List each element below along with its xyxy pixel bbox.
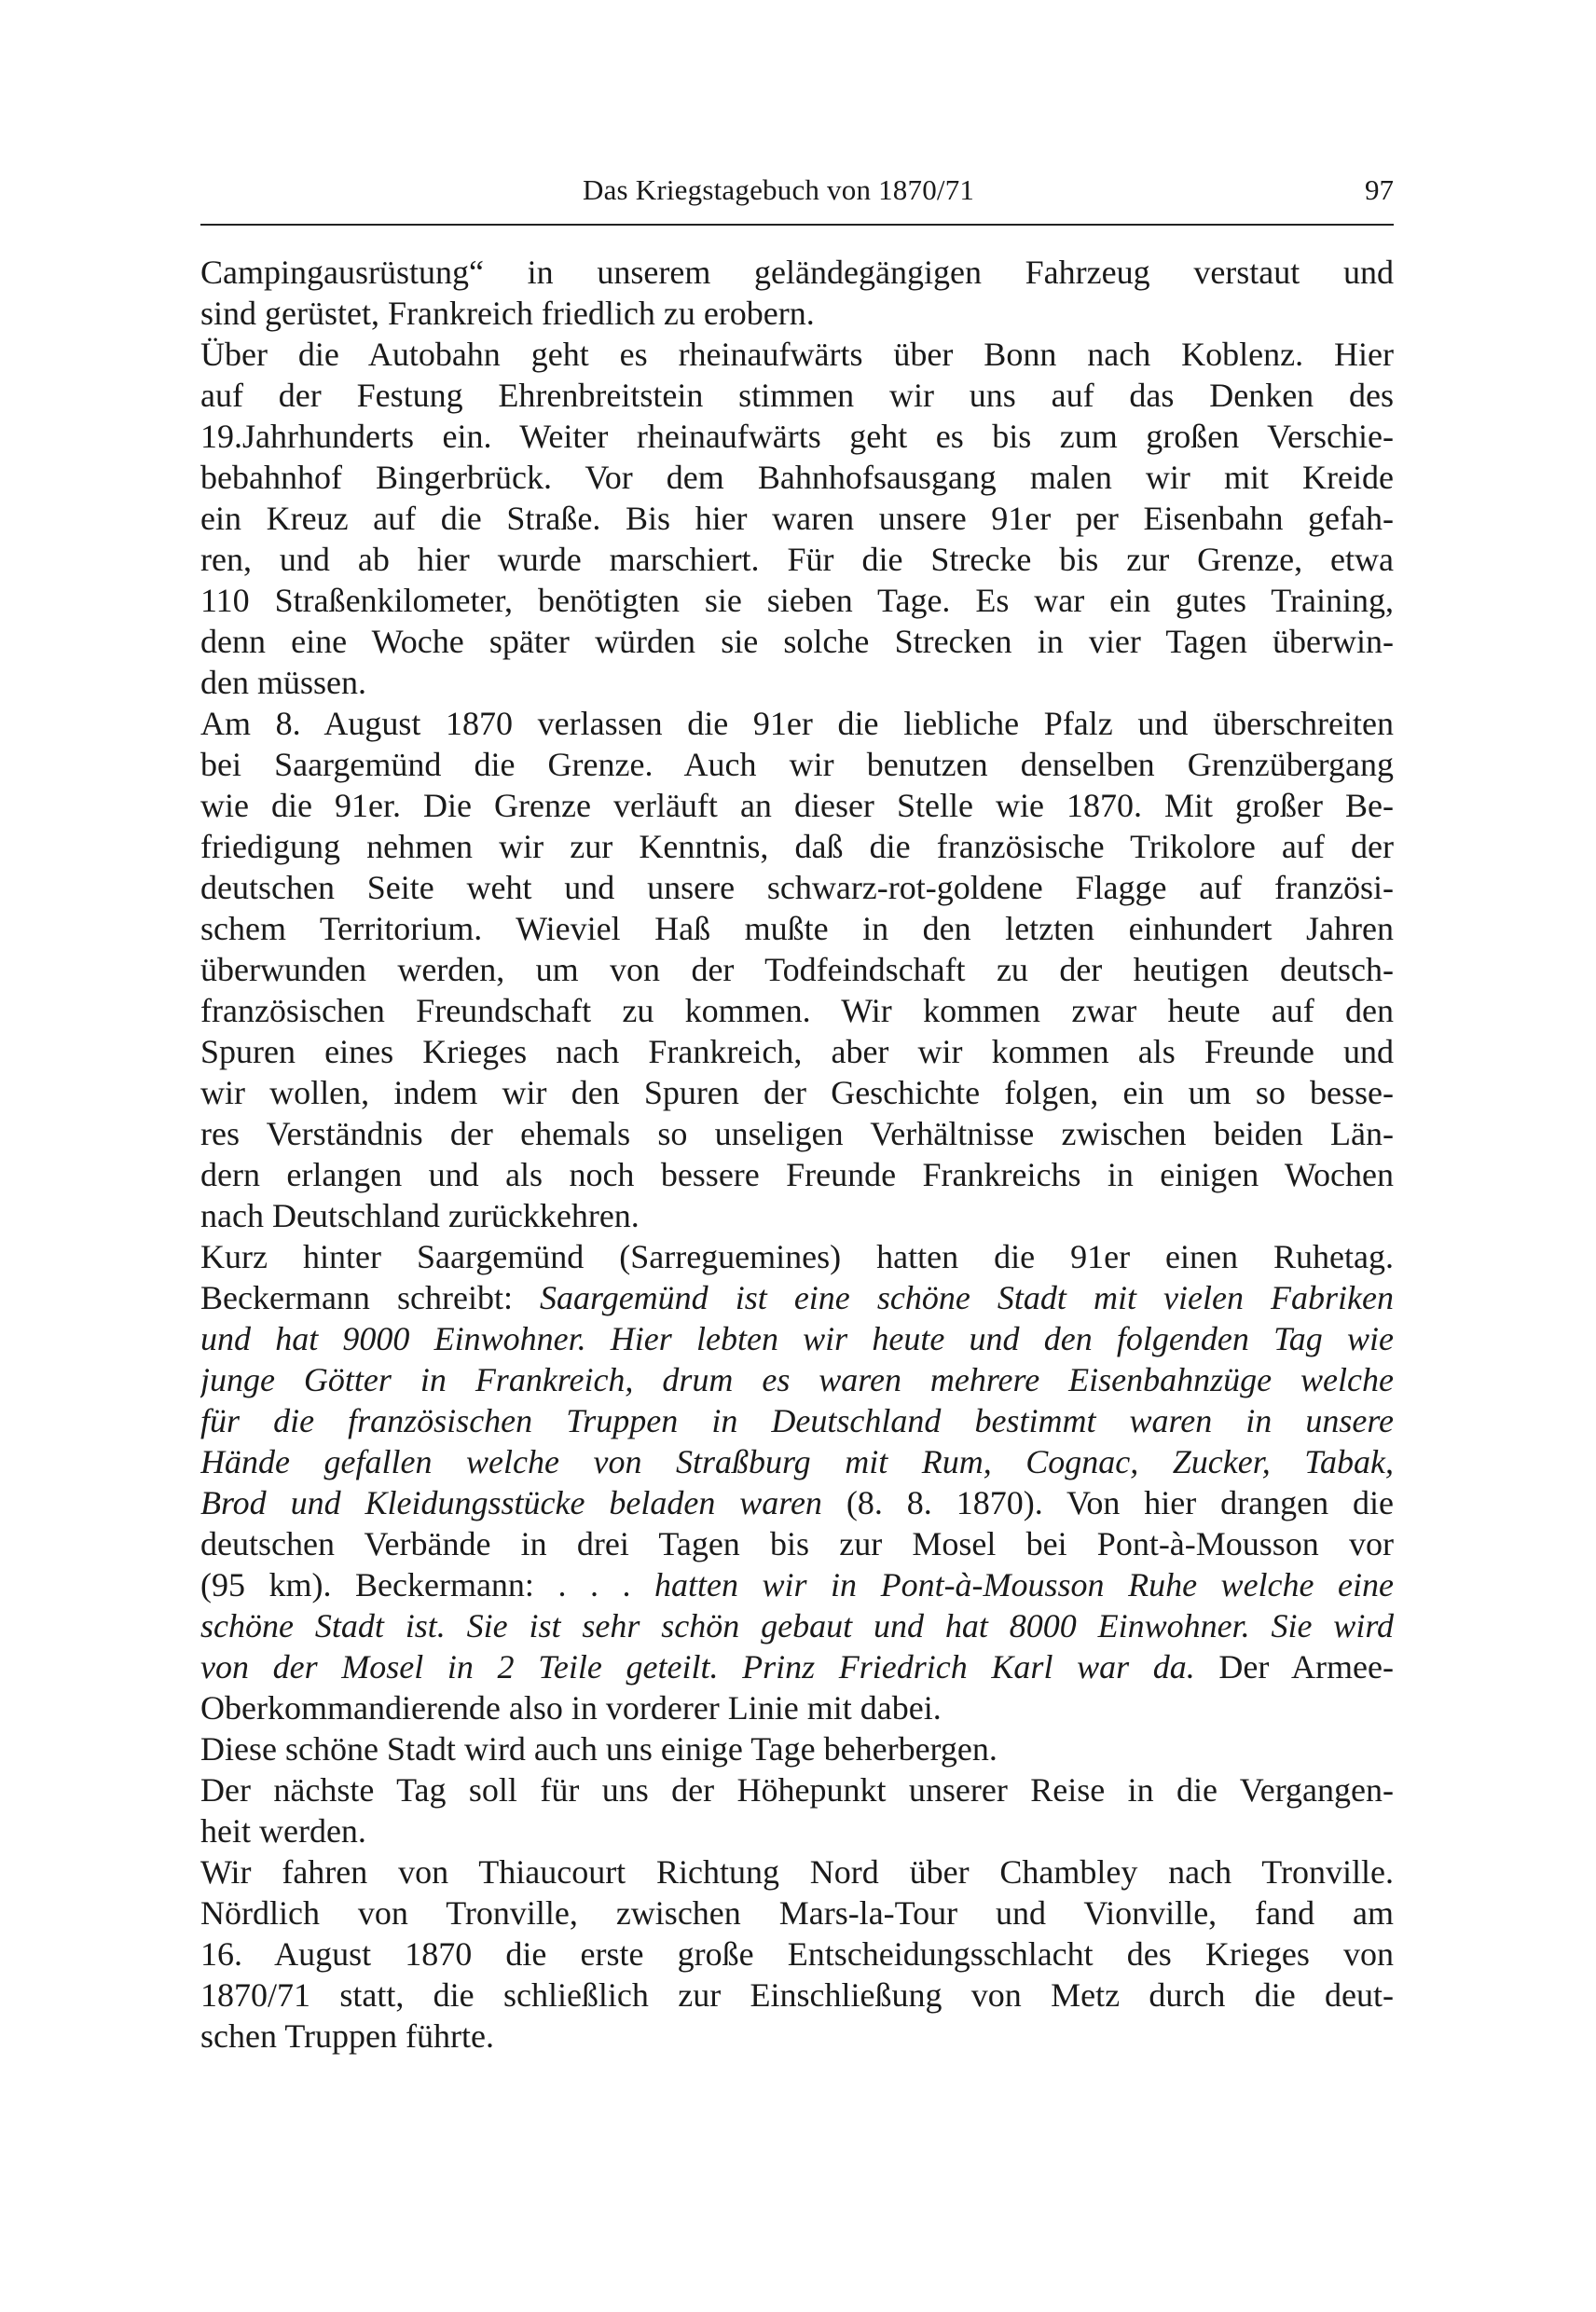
- line-text: Am 8. August 1870 verlassen die 91er die liebliche Pfalz und überschreiten: [200, 705, 1394, 742]
- line-text: Wir fahren von Thiaucourt Richtung Nord über Chambley nach Tronville.: [200, 1853, 1394, 1891]
- line-text: (8. 8. 1870). Von hier drangen die: [821, 1484, 1394, 1521]
- text-line: [200, 416, 1394, 457]
- text-line: [200, 1072, 1394, 1113]
- line-text: heit werden.: [200, 1812, 366, 1850]
- text-line: [200, 1892, 1394, 1934]
- line-text: Spuren eines Krieges nach Frankreich, aber wir kommen als Freunde und: [200, 1033, 1394, 1070]
- text-line: [200, 785, 1394, 826]
- header-rule: [200, 224, 1394, 226]
- text-line: [200, 1975, 1394, 2016]
- text-line: [200, 1195, 1394, 1236]
- line-text: sind gerüstet, Frankreich friedlich zu erobern.: [200, 295, 815, 332]
- text-line: [200, 1687, 1394, 1728]
- text-line: [200, 1523, 1394, 1564]
- line-text: Nördlich von Tronville, zwischen Mars-la-Tour und Vionville, fand am: [200, 1894, 1394, 1932]
- running-head: [200, 170, 1394, 211]
- text-line: [200, 1934, 1394, 1975]
- text-line: [200, 1113, 1394, 1154]
- text-line: [200, 1236, 1394, 1277]
- line-text: wie die 91er. Die Grenze verläuft an dieser Stelle wie 1870. Mit großer Be-: [200, 787, 1394, 824]
- page-number: 97: [1365, 173, 1394, 206]
- text-line: [200, 1605, 1394, 1646]
- line-text: schen Truppen führte.: [200, 2017, 494, 2055]
- line-text: Diese schöne Stadt wird auch uns einige Tage beherbergen.: [200, 1730, 998, 1768]
- line-text: Über die Autobahn geht es rheinaufwärts über Bonn nach Koblenz. Hier: [200, 336, 1394, 373]
- text-line: [200, 703, 1394, 744]
- text-line: [200, 1359, 1394, 1400]
- quoted-diary-text: für die französischen Truppen in Deutschland bestimmt waren in unsere: [200, 1402, 1394, 1439]
- text-line: [200, 334, 1394, 375]
- line-text: Campingausrüstung“ in unserem geländegängigen Fahrzeug verstaut und: [200, 254, 1394, 291]
- line-text: den müssen.: [200, 664, 366, 701]
- line-text: ren, und ab hier wurde marschiert. Für die Strecke bis zur Grenze, etwa: [200, 541, 1394, 578]
- text-line: [200, 744, 1394, 785]
- book-page: [200, 0, 1394, 2312]
- line-text: denn eine Woche später würden sie solche Strecken in vier Tagen überwin-: [200, 623, 1394, 660]
- text-line: [200, 1728, 1394, 1769]
- quoted-diary-text: Saargemünd ist eine schöne Stadt mit vielen Fabriken: [540, 1279, 1394, 1316]
- text-line: [200, 1154, 1394, 1195]
- text-line: [200, 252, 1394, 293]
- text-line: [200, 375, 1394, 416]
- text-line: [200, 1400, 1394, 1441]
- line-text: 16. August 1870 die erste große Entscheidungsschlacht des Krieges von: [200, 1935, 1394, 1973]
- text-line: [200, 621, 1394, 662]
- line-text: überwunden werden, um von der Todfeindschaft zu der heutigen deutsch-: [200, 951, 1394, 988]
- line-text: Oberkommandierende also in vorderer Linie mit dabei.: [200, 1689, 942, 1727]
- line-text: Der nächste Tag soll für uns der Höhepunkt unserer Reise in die Vergangen-: [200, 1771, 1394, 1809]
- line-text: wir wollen, indem wir den Spuren der Geschichte folgen, ein um so besse-: [200, 1074, 1394, 1111]
- line-text: deutschen Verbände in drei Tagen bis zur Mosel bei Pont-à-Mousson vor: [200, 1525, 1394, 1562]
- line-text: deutschen Seite weht und unsere schwarz-rot-goldene Flagge auf französi-: [200, 869, 1394, 906]
- text-line: [200, 293, 1394, 334]
- text-line: [200, 990, 1394, 1031]
- text-line: [200, 662, 1394, 703]
- quoted-diary-text: schöne Stadt ist. Sie ist sehr schön gebaut und hat 8000 Einwohner. Sie wird: [200, 1607, 1394, 1645]
- line-text: bebahnhof Bingerbrück. Vor dem Bahnhofsausgang malen wir mit Kreide: [200, 459, 1394, 496]
- text-line: [200, 826, 1394, 867]
- text-line: [200, 908, 1394, 949]
- text-line: [200, 1646, 1394, 1687]
- text-line: [200, 1031, 1394, 1072]
- text-line: [200, 1564, 1394, 1605]
- text-line: [200, 949, 1394, 990]
- line-text: nach Deutschland zurückkehren.: [200, 1197, 640, 1234]
- text-line: [200, 539, 1394, 580]
- line-text: französischen Freundschaft zu kommen. Wir kommen zwar heute auf den: [200, 992, 1394, 1029]
- line-text: 1870/71 statt, die schließlich zur Einschließung von Metz durch die deut-: [200, 1976, 1394, 2014]
- quoted-diary-text: junge Götter in Frankreich, drum es waren mehrere Eisenbahnzüge welche: [200, 1361, 1394, 1398]
- line-text: auf der Festung Ehrenbreitstein stimmen wir uns auf das Denken des: [200, 377, 1394, 414]
- text-line: [200, 1851, 1394, 1892]
- line-text: dern erlangen und als noch bessere Freunde Frankreichs in einigen Wochen: [200, 1156, 1394, 1193]
- line-text: Der Armee-: [1194, 1648, 1394, 1686]
- line-text: 19.Jahrhunderts ein. Weiter rheinaufwärts geht es bis zum großen Verschie-: [200, 418, 1394, 455]
- quoted-diary-text: hatten wir in Pont-à-Mousson Ruhe welche eine: [654, 1566, 1394, 1603]
- line-text: schem Territorium. Wieviel Haß mußte in den letzten einhundert Jahren: [200, 910, 1394, 947]
- text-line: [200, 867, 1394, 908]
- text-line: [200, 1482, 1394, 1523]
- body-text: [200, 252, 1394, 2057]
- line-text: Beckermann schreibt:: [200, 1279, 541, 1316]
- text-line: [200, 2016, 1394, 2057]
- text-line: [200, 1277, 1394, 1318]
- text-line: [200, 1769, 1394, 1810]
- line-text: (95 km). Beckermann: . . .: [200, 1566, 655, 1603]
- quoted-diary-text: Hände gefallen welche von Straßburg mit Rum, Cognac, Zucker, Tabak,: [200, 1443, 1394, 1480]
- line-text: res Verständnis der ehemals so unseligen Verhältnisse zwischen beiden Län-: [200, 1115, 1394, 1152]
- line-text: Kurz hinter Saargemünd (Sarreguemines) hatten die 91er einen Ruhetag.: [200, 1238, 1394, 1275]
- line-text: ein Kreuz auf die Straße. Bis hier waren unsere 91er per Eisenbahn gefah-: [200, 500, 1394, 537]
- text-line: [200, 580, 1394, 621]
- quoted-diary-text: und hat 9000 Einwohner. Hier lebten wir heute und den folgenden Tag wie: [200, 1320, 1394, 1357]
- line-text: friedigung nehmen wir zur Kenntnis, daß die französische Trikolore auf der: [200, 828, 1394, 865]
- quoted-diary-text: von der Mosel in 2 Teile geteilt. Prinz Friedrich Karl war da.: [200, 1648, 1195, 1686]
- running-head-title: Das Kriegstagebuch von 1870/71: [583, 173, 975, 206]
- quoted-diary-text: Brod und Kleidungsstücke beladen waren: [200, 1484, 822, 1521]
- text-line: [200, 498, 1394, 539]
- text-line: [200, 457, 1394, 498]
- line-text: 110 Straßenkilometer, benötigten sie sieben Tage. Es war ein gutes Training,: [200, 582, 1394, 619]
- text-line: [200, 1810, 1394, 1851]
- text-line: [200, 1318, 1394, 1359]
- line-text: bei Saargemünd die Grenze. Auch wir benutzen denselben Grenzübergang: [200, 746, 1394, 783]
- text-line: [200, 1441, 1394, 1482]
